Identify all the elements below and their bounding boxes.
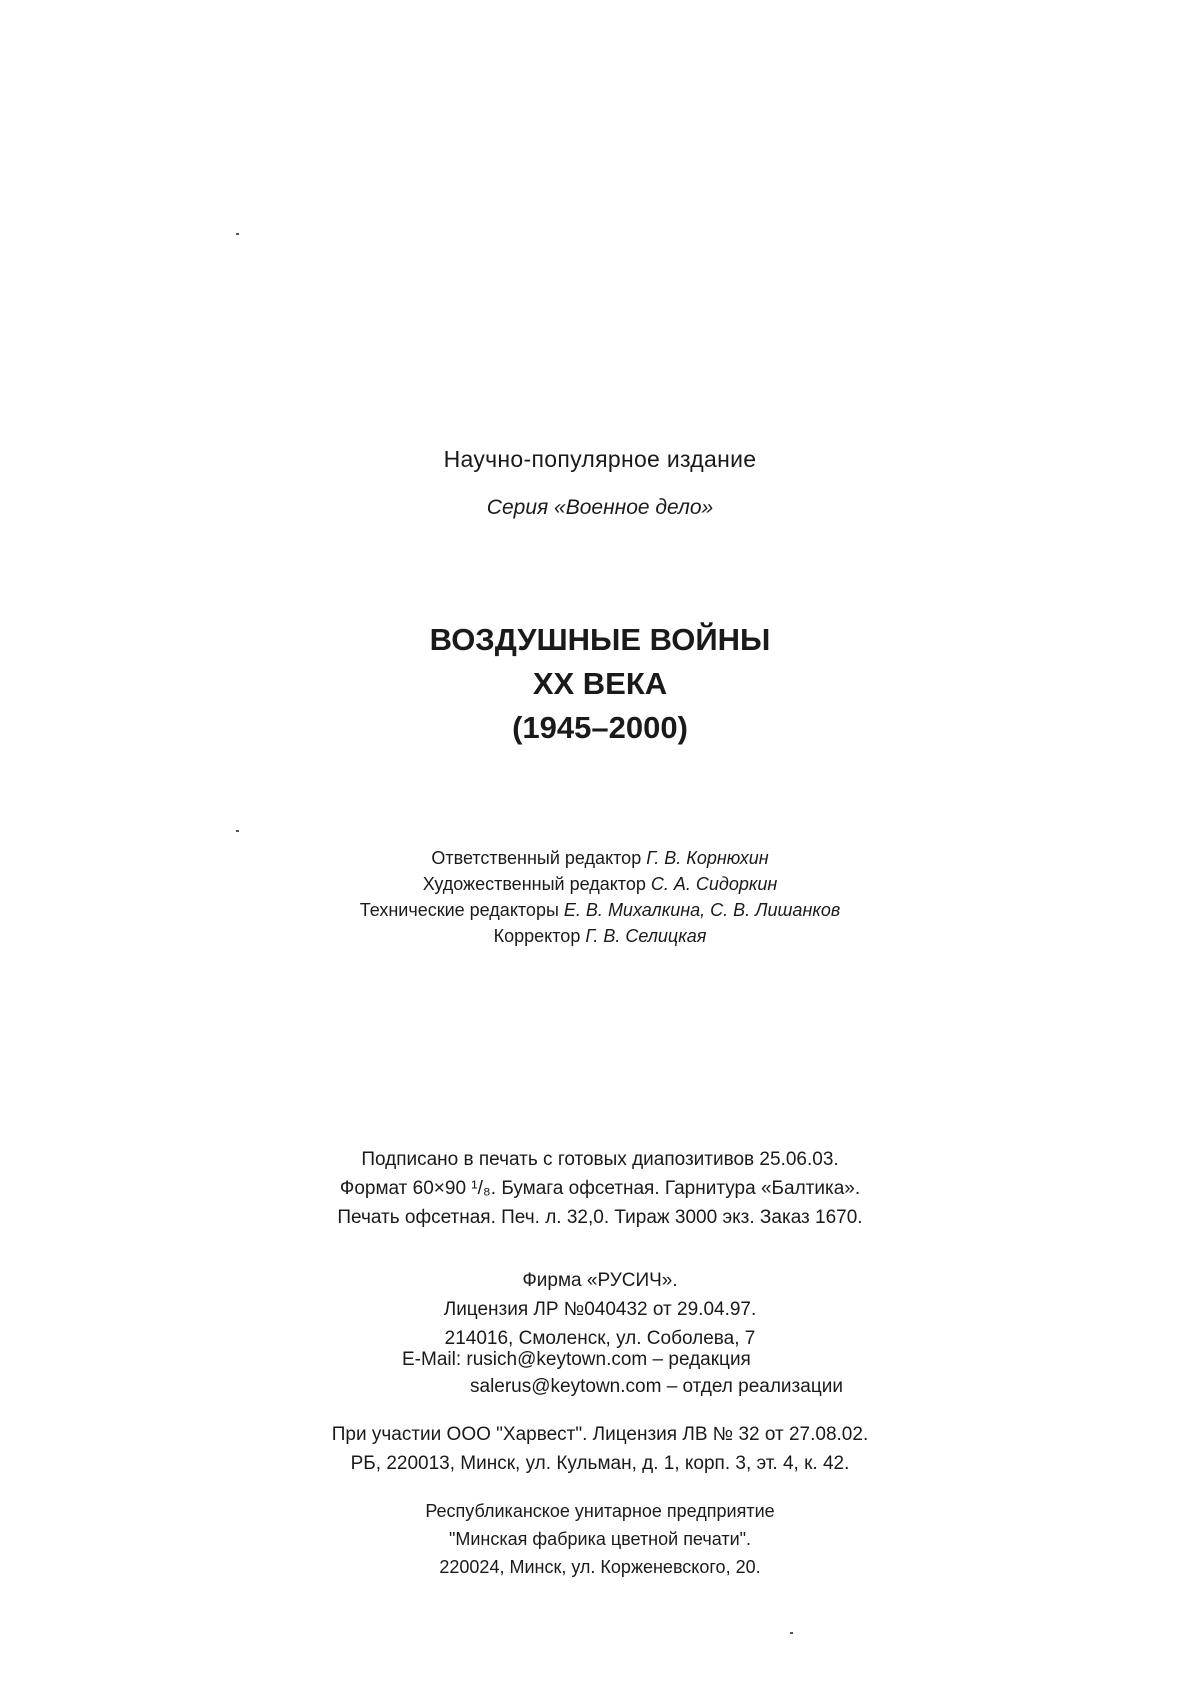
publisher-license: Лицензия ЛР №040432 от 29.04.97.: [443, 1299, 757, 1320]
email-row-1: [402, 1346, 843, 1373]
publisher-name: Фирма «РУСИЧ».: [522, 1270, 678, 1291]
email-row-2: [402, 1373, 843, 1400]
publisher-info: [0, 1266, 1200, 1353]
publisher-emails: [402, 1346, 843, 1400]
edition-genre: Научно-популярное издание: [443, 446, 757, 472]
printing-line-1: Подписано в печать с готовых диапозитивов 25.06.03.: [361, 1149, 839, 1170]
partner-info: [0, 1420, 1200, 1478]
printing-details: [0, 1145, 1200, 1232]
book-title: [0, 618, 1200, 750]
email-sales: salerus@keytown.com – отдел реализации: [470, 1376, 843, 1397]
email-label: E-Mail:: [402, 1349, 462, 1370]
printer-info: [0, 1497, 1200, 1581]
publisher-address: 214016, Смоленск, ул. Соболева, 7: [444, 1328, 756, 1349]
editor-name: Г. В. Селицкая: [585, 926, 707, 946]
editors-list: [0, 845, 1200, 949]
partner-line-2: РБ, 220013, Минск, ул. Кульман, д. 1, корп. 3, эт. 4, к. 42.: [350, 1453, 850, 1474]
editor-line: [0, 897, 1200, 923]
printing-line-2: Формат 60×90 ¹/₈. Бумага офсетная. Гарнитура «Балтика».: [339, 1178, 861, 1199]
editor-name: Г. В. Корнюхин: [646, 848, 769, 868]
editor-line: [0, 923, 1200, 949]
editor-role: Ответственный редактор: [431, 848, 642, 868]
book-title-line-2: XX ВЕКА: [532, 666, 668, 701]
editor-role: Художественный редактор: [422, 874, 646, 894]
editor-name: Е. В. Михалкина, С. В. Лишанков: [563, 900, 841, 920]
scan-speck: [236, 830, 239, 832]
series-name: Серия «Военное дело»: [486, 496, 714, 519]
book-title-line-1: ВОЗДУШНЫЕ ВОЙНЫ: [429, 622, 771, 657]
editor-line: [0, 845, 1200, 871]
partner-line-1: При участии ООО "Харвест". Лицензия ЛВ № 32 от 27.08.02.: [331, 1424, 869, 1445]
book-title-line-3: (1945–2000): [512, 710, 688, 745]
editor-role: Технические редакторы: [359, 900, 559, 920]
editor-role: Корректор: [493, 926, 581, 946]
printer-line-2: "Минская фабрика цветной печати".: [448, 1529, 752, 1549]
scan-speck: [790, 1632, 793, 1634]
editor-name: С. А. Сидоркин: [650, 874, 778, 894]
printer-line-3: 220024, Минск, ул. Корженевского, 20.: [439, 1557, 761, 1577]
email-editorial: rusich@keytown.com – редакция: [466, 1349, 751, 1370]
scan-speck: [236, 233, 239, 235]
printing-line-3: Печать офсетная. Печ. л. 32,0. Тираж 3000 экз. Заказ 1670.: [337, 1207, 863, 1228]
printer-line-1: Республиканское унитарное предприятие: [425, 1501, 775, 1521]
editor-line: [0, 871, 1200, 897]
